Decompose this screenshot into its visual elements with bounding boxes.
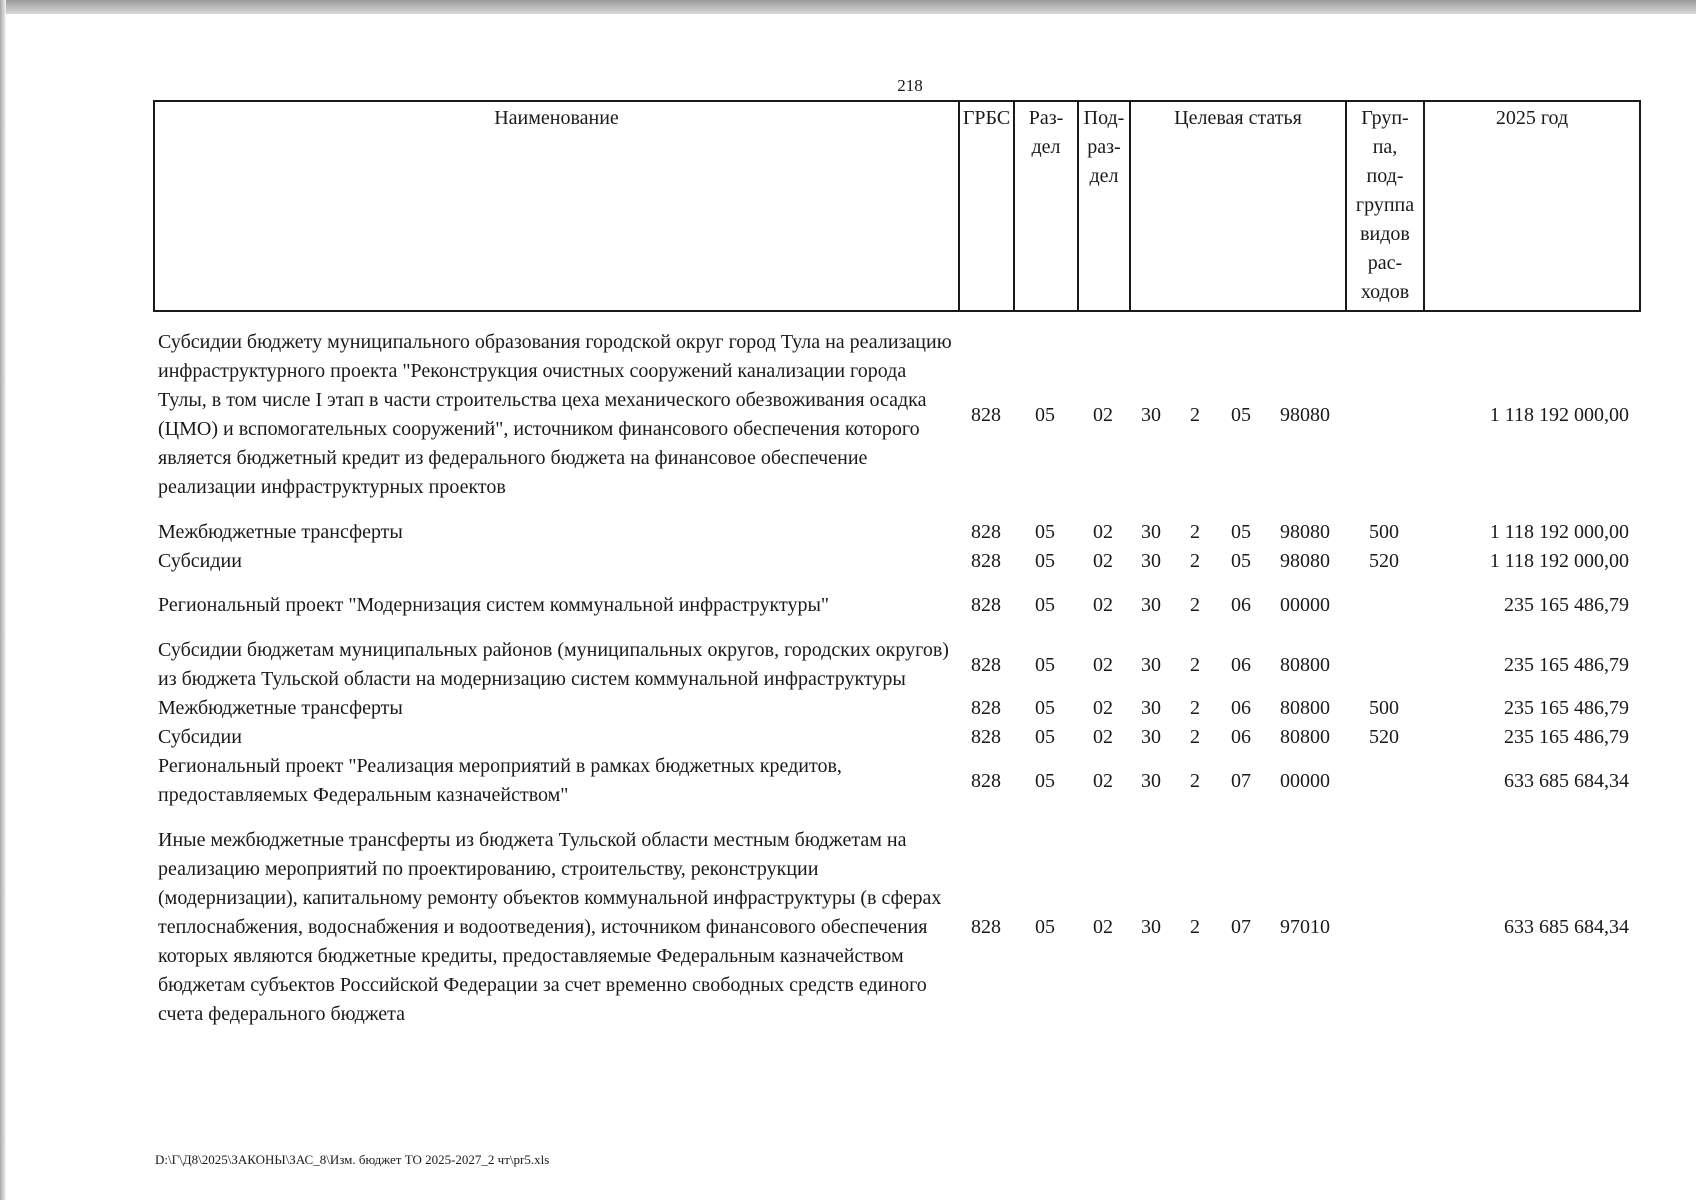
row-target-direction: 80800 <box>1280 726 1330 748</box>
row-target-program: 30 <box>1141 403 1161 426</box>
row-name: Субсидии бюджетам муниципальных районов (муниципальных округов, городских округов) из бюджета Тульской области на модернизацию систем коммунальной инфраструктуры <box>158 639 949 690</box>
row-razdel: 05 <box>1035 550 1055 572</box>
row-name: Межбюджетные трансферты <box>158 697 403 719</box>
row-target-program: 30 <box>1141 653 1161 676</box>
table-row <box>153 591 1639 620</box>
row-target-type: 2 <box>1190 697 1200 719</box>
row-target-program: 30 <box>1141 550 1161 572</box>
row-grbs: 828 <box>971 550 1001 572</box>
row-target-type: 2 <box>1190 594 1200 616</box>
row-target-structure: 06 <box>1231 653 1251 676</box>
row-sum: 1 118 192 000,00 <box>1489 550 1629 572</box>
row-target-program: 30 <box>1141 697 1161 719</box>
row-target-direction: 00000 <box>1280 594 1330 616</box>
row-target-structure: 06 <box>1231 726 1251 748</box>
row-podrazdel: 02 <box>1093 916 1113 938</box>
row-podrazdel: 02 <box>1093 653 1113 676</box>
row-razdel: 05 <box>1035 769 1055 792</box>
row-sum: 633 685 684,34 <box>1504 916 1629 938</box>
row-target-type: 2 <box>1190 726 1200 748</box>
row-razdel: 05 <box>1035 916 1055 938</box>
row-target-structure: 06 <box>1231 697 1251 719</box>
header-expense-group: Груп- па, под- группа видов рас- ходов <box>1346 101 1424 311</box>
row-razdel: 05 <box>1035 594 1055 616</box>
header-razdel: Раз- дел <box>1014 101 1078 311</box>
row-target-type: 2 <box>1190 769 1200 792</box>
row-podrazdel: 02 <box>1093 697 1113 719</box>
row-grbs: 828 <box>971 653 1001 676</box>
row-expense-group: 520 <box>1369 550 1399 572</box>
table-row <box>153 694 1639 723</box>
row-target-type: 2 <box>1190 550 1200 572</box>
row-name: Субсидии бюджету муниципального образования городской округ город Тула на реализацию инфраструктурного проекта "Реконструкция очистных сооружений канализации города Тулы, в том числе I этап в части строительства цеха механического обезвоживания осадка (ЦМО) и вспомогательных сооружений", источником финансового обеспечения которого является бюджетный кредит из федерального бюджета на финансовое обеспечение реализации инфраструктурных проектов <box>158 331 952 498</box>
row-target-direction: 00000 <box>1280 769 1330 792</box>
table-row <box>153 826 1639 1029</box>
row-target-structure: 07 <box>1231 916 1251 938</box>
row-target-type: 2 <box>1190 653 1200 676</box>
page-number: 218 <box>897 76 923 95</box>
row-sum: 1 118 192 000,00 <box>1489 521 1629 543</box>
row-sum: 235 165 486,79 <box>1504 697 1629 719</box>
row-target-program: 30 <box>1141 521 1161 543</box>
table-row <box>153 752 1639 810</box>
row-grbs: 828 <box>971 769 1001 792</box>
row-name: Межбюджетные трансферты <box>158 521 403 543</box>
row-podrazdel: 02 <box>1093 726 1113 748</box>
row-grbs: 828 <box>971 726 1001 748</box>
header-year: 2025 год <box>1424 101 1640 311</box>
header-grbs: ГРБС <box>959 101 1014 311</box>
row-target-direction: 80800 <box>1280 697 1330 719</box>
header-target-article: Целевая статья <box>1130 101 1346 311</box>
row-target-type: 2 <box>1190 403 1200 426</box>
row-podrazdel: 02 <box>1093 594 1113 616</box>
row-razdel: 05 <box>1035 697 1055 719</box>
row-expense-group: 520 <box>1369 726 1399 748</box>
row-target-program: 30 <box>1141 594 1161 616</box>
row-target-structure: 05 <box>1231 550 1251 572</box>
row-name: Региональный проект "Реализация мероприятий в рамках бюджетных кредитов, предоставляемых Федеральным казначейством" <box>158 755 842 806</box>
row-grbs: 828 <box>971 697 1001 719</box>
row-expense-group: 500 <box>1369 521 1399 543</box>
row-podrazdel: 02 <box>1093 550 1113 572</box>
row-target-structure: 07 <box>1231 769 1251 792</box>
file-path-footer: D:\Г\Д8\2025\ЗАКОНЫ\ЗАС_8\Изм. бюджет ТО 2025-2027_2 чт\pr5.xls <box>155 1152 550 1167</box>
row-target-direction: 97010 <box>1280 916 1330 938</box>
row-razdel: 05 <box>1035 653 1055 676</box>
budget-table-header <box>153 100 1641 312</box>
row-razdel: 05 <box>1035 521 1055 543</box>
row-sum: 235 165 486,79 <box>1504 594 1629 616</box>
row-name: Иные межбюджетные трансферты из бюджета Тульской области местным бюджетам на реализацию мероприятий по проектированию, строительству, реконструкции (модернизации), капитальному ремонту объектов коммунальной инфраструктуры (в сферах теплоснабжения, водоснабжения и водоотведения), источником финансового обеспечения которых являются бюджетные кредиты, предоставляемые Федеральным казначейством бюджетам субъектов Российской Федерации за счет временно свободных средств единого счета федерального бюджета <box>158 829 942 1025</box>
row-grbs: 828 <box>971 521 1001 543</box>
row-target-type: 2 <box>1190 916 1200 938</box>
header-podrazdel: Под- раз- дел <box>1078 101 1130 311</box>
scan-edge-left <box>0 0 6 1200</box>
header-name: Наименование <box>154 101 959 311</box>
row-grbs: 828 <box>971 594 1001 616</box>
row-razdel: 05 <box>1035 726 1055 748</box>
row-name: Субсидии <box>158 726 242 748</box>
row-target-direction: 80800 <box>1280 653 1330 676</box>
table-row <box>153 723 1639 752</box>
scan-edge-top <box>0 0 1696 14</box>
row-target-program: 30 <box>1141 916 1161 938</box>
table-row <box>153 547 1639 576</box>
row-sum: 235 165 486,79 <box>1504 653 1629 676</box>
row-target-direction: 98080 <box>1280 403 1330 426</box>
row-target-program: 30 <box>1141 769 1161 792</box>
row-razdel: 05 <box>1035 403 1055 426</box>
row-target-type: 2 <box>1190 521 1200 543</box>
row-grbs: 828 <box>971 403 1001 426</box>
row-target-structure: 06 <box>1231 594 1251 616</box>
row-expense-group: 500 <box>1369 697 1399 719</box>
table-row <box>153 518 1639 547</box>
row-podrazdel: 02 <box>1093 403 1113 426</box>
row-podrazdel: 02 <box>1093 769 1113 792</box>
row-sum: 1 118 192 000,00 <box>1489 403 1629 426</box>
row-sum: 235 165 486,79 <box>1504 726 1629 748</box>
row-podrazdel: 02 <box>1093 521 1113 543</box>
row-sum: 633 685 684,34 <box>1504 769 1629 792</box>
table-row <box>153 636 1639 694</box>
row-target-direction: 98080 <box>1280 550 1330 572</box>
row-grbs: 828 <box>971 916 1001 938</box>
row-target-structure: 05 <box>1231 403 1251 426</box>
row-name: Региональный проект "Модернизация систем коммунальной инфраструктуры" <box>158 594 830 616</box>
budget-table-body <box>153 312 1639 1029</box>
row-target-direction: 98080 <box>1280 521 1330 543</box>
table-row <box>153 328 1639 502</box>
row-target-program: 30 <box>1141 726 1161 748</box>
row-target-structure: 05 <box>1231 521 1251 543</box>
row-name: Субсидии <box>158 550 242 572</box>
